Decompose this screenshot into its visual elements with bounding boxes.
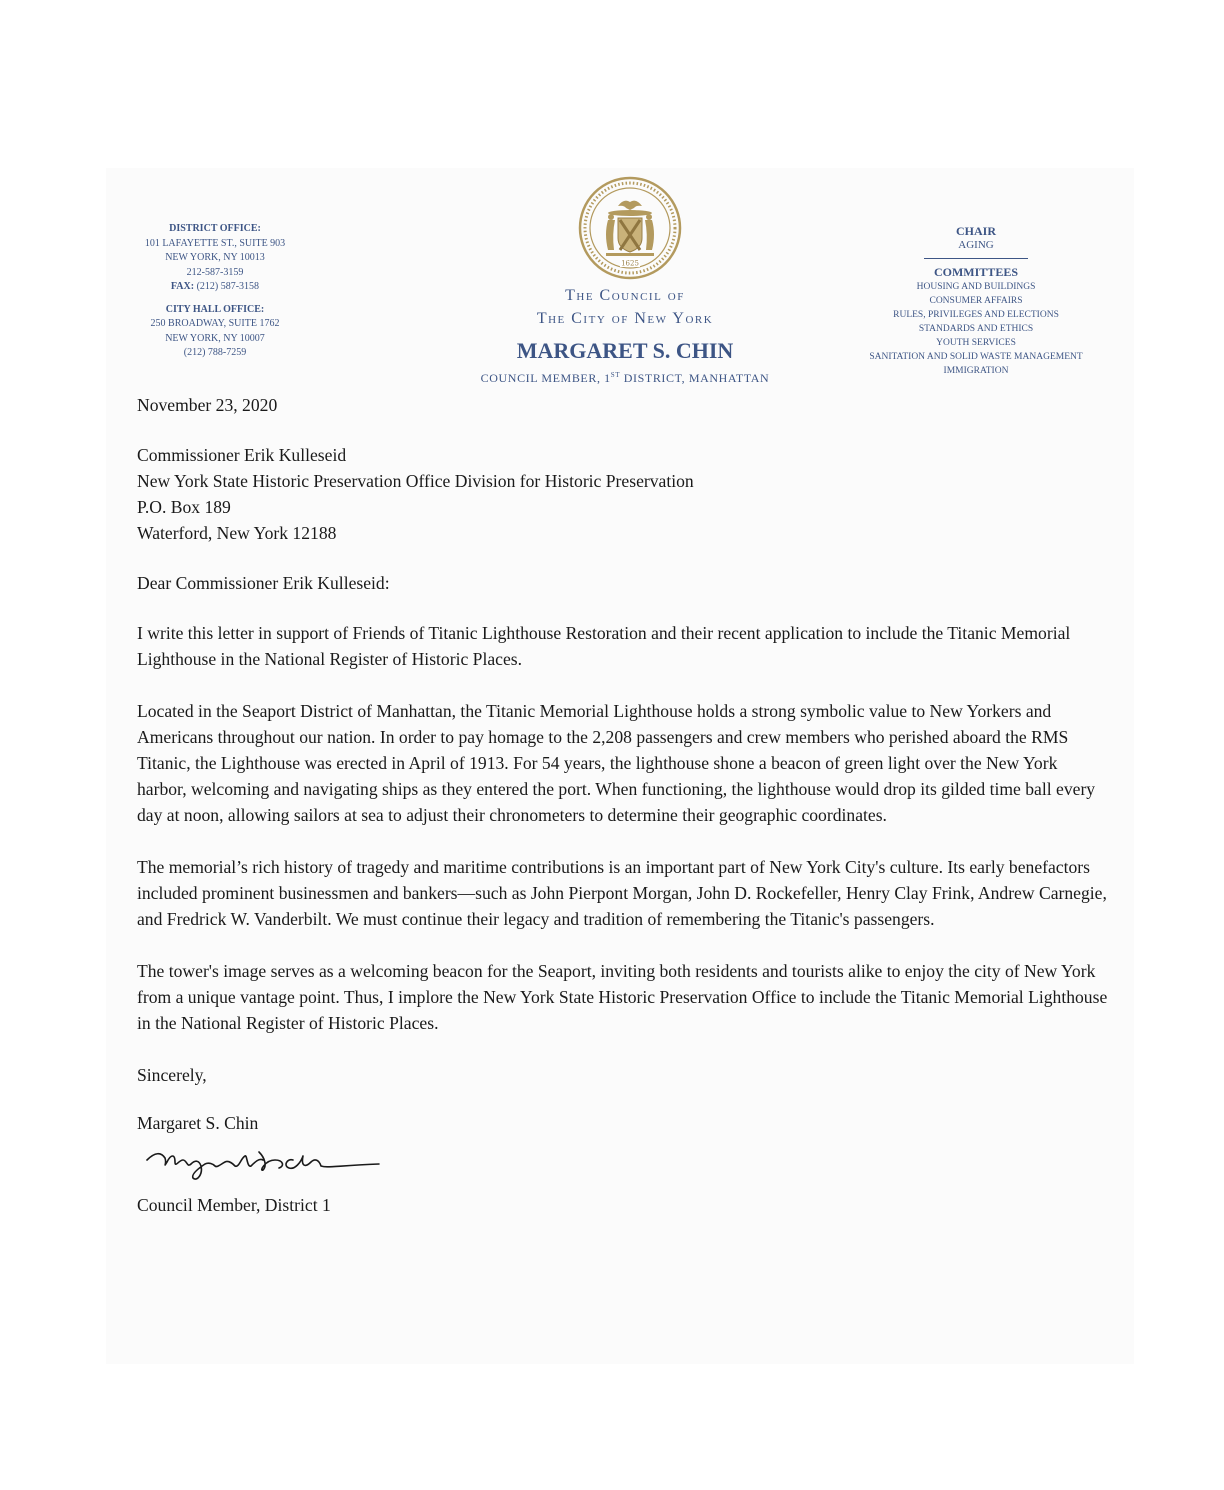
committee-item: HOUSING AND BUILDINGS: [916, 282, 1036, 292]
paragraph: I write this letter in support of Friends of Titanic Lighthouse Restoration and their recent application to include the Titanic Memorial Lighthouse in the National Register of Historic Places.: [137, 623, 1071, 669]
address-line: Commissioner Erik Kulleseid: [137, 445, 347, 465]
city-hall-office-line: NEW YORK, NY 10007: [165, 332, 265, 344]
city-seal-icon: [578, 176, 682, 280]
district-office-line: 212-587-3159: [186, 266, 244, 278]
council-line-2: The City of New York: [536, 310, 714, 327]
district-office-label: DISTRICT OFFICE:: [169, 223, 261, 234]
chair-label: CHAIR: [955, 224, 996, 238]
committee-item: YOUTH SERVICES: [936, 338, 1016, 348]
letter-body: [137, 392, 1109, 1218]
committee-item: SANITATION AND SOLID WASTE MANAGEMENT: [869, 352, 1083, 362]
signer-name: Margaret S. Chin: [137, 1113, 259, 1133]
paragraph: Located in the Seaport District of Manhattan, the Titanic Memorial Lighthouse holds a strong symbolic value to New Yorkers and Americans throughout our nation. In order to pay homage to the 2,208 passengers and crew members who perished aboard the RMS Titanic, the Lighthouse was erected in April of 1913. For 54 years, the lighthouse shone a beacon of green light over the New York harbor, welcoming and navigating ships as they entered the port. When functioning, the lighthouse would drop its gilded time ball every day at noon, allowing sailors at sea to adjust their chronometers to determine their geographic coordinates.: [137, 701, 1096, 825]
district-office-line: NEW YORK, NY 10013: [165, 252, 265, 263]
committee-item: IMMIGRATION: [943, 366, 1009, 376]
committees-label: COMMITTEES: [933, 265, 1018, 279]
district-fax: [120, 280, 310, 295]
address-line: Waterford, New York 12188: [137, 523, 337, 543]
recipient-address: [137, 442, 1109, 546]
signer-title: Council Member, District 1: [137, 1195, 331, 1215]
committee-item: CONSUMER AFFAIRS: [929, 296, 1023, 306]
divider: [924, 258, 1028, 259]
fax-label: FAX:: [170, 281, 195, 292]
council-member-name: MARGARET S. CHIN: [516, 338, 734, 363]
handwritten-signature: [143, 1138, 383, 1188]
committee-item: STANDARDS AND ETHICS: [918, 324, 1034, 334]
paragraph: The memorial’s rich history of tragedy and maritime contributions is an important part of New York City's culture. Its early benefactors included prominent businessmen and bankers—such as John Pierpont Morgan, John D. Rockefeller, Henry Clay Frink, Andrew Carnegie, and Fredrick W. Vanderbilt. We must continue their legacy and tradition of remembering the Titanic's passengers.: [137, 857, 1107, 929]
district-office-line: 101 LAFAYETTE ST., SUITE 903: [144, 237, 286, 249]
paragraph: The tower's image serves as a welcoming beacon for the Seaport, inviting both residents and tourists alike to enjoy the city of New York from a unique vantage point. Thus, I implore the New York State Historic Preservation Office to include the Titanic Memorial Lighthouse in the National Register of Historic Places.: [137, 961, 1108, 1033]
address-line: New York State Historic Preservation Office Division for Historic Preservation: [137, 471, 694, 491]
council-heading: [420, 284, 830, 387]
city-hall-office-line: (212) 788-7259: [183, 347, 247, 358]
seal-year: 1625: [621, 259, 639, 268]
address-line: P.O. Box 189: [137, 497, 231, 517]
fax-number: (212) 587-3158: [196, 281, 260, 292]
closing: Sincerely,: [137, 1065, 207, 1085]
council-line-1: The Council of: [565, 287, 685, 304]
city-hall-office-line: 250 BROADWAY, SUITE 1762: [150, 318, 280, 329]
council-member-title: COUNCIL MEMBER, 1ST DISTRICT, MANHATTAN: [480, 371, 770, 385]
chair-value: AGING: [958, 239, 994, 251]
salutation: Dear Commissioner Erik Kulleseid:: [137, 573, 390, 593]
city-hall-office-label: CITY HALL OFFICE:: [165, 303, 265, 315]
committee-item: RULES, PRIVILEGES AND ELECTIONS: [893, 310, 1059, 320]
office-addresses: [120, 222, 310, 361]
letter-date: November 23, 2020: [137, 395, 278, 415]
committee-list: [858, 224, 1094, 378]
